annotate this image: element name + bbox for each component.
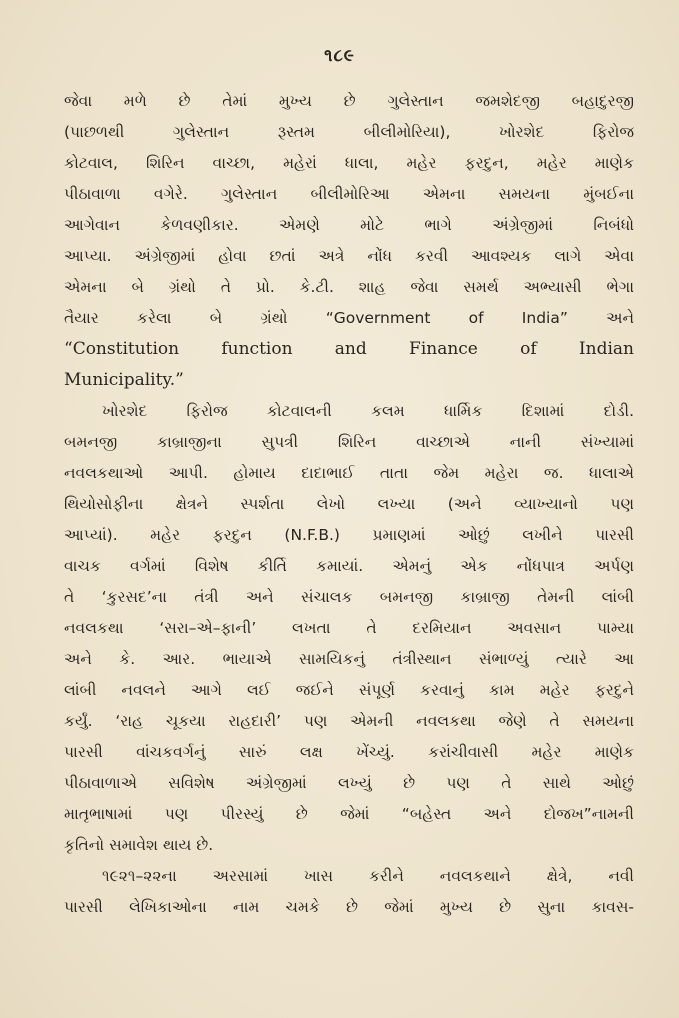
text-line: “Constitution function and Finance of Indian (64, 339, 634, 359)
text-line: નવલકથાઓ આપી. હોમાય દાદાભાઈ તાતા જેમ મહેરા જ. ધાલાએ (64, 464, 634, 482)
text-line: બમનજી કાબ્રાજીના સુપત્રી શિરિન વાચ્છાએ નાની સંખ્યામાં (64, 433, 634, 451)
text-line: તે ‘કુરસદ’ના તંત્રી અને સંચાલક બમનજી કાબ્રાજી તેમની લાંબી (64, 588, 634, 606)
page-number: ૧૮૯ (324, 46, 355, 66)
text-line: આપ્યાં). મહેર ફરદુન (N.F.B.) પ્રમાણમાં ઓછું લખીને પારસી (64, 526, 634, 544)
text-line: કર્યું. ‘રાહ ચૂકયા રાહદારી’ પણ એમની નવલકથા જેણે તે સમયના (64, 712, 634, 730)
text-line: ૧૯૨૧–૨૨ના અરસામાં ખાસ કરીને નવલકથાને ક્ષેત્રે, નવી (102, 867, 634, 885)
text-line: વાચક વર્ગમાં વિશેષ કીર્તિ કમાયાં. એમનું એક નોંધપાત્ર અર્પણ (64, 557, 634, 575)
text-line: પીઠાવાળા વગેરે. ગુલેસ્તાન બીલીમોરિઆ એમના સમયના મુંબઈના (64, 185, 634, 203)
text-line: પારસી લેખિકાઓના નામ ચમકે છે જેમાં મુખ્ય છે સુના કાવસ- (64, 898, 634, 916)
text-line: એમના બે ગ્રંથો તે પ્રો. કે.ટી. શાહ જેવા સમર્થ અભ્યાસી ભેગા (64, 278, 634, 296)
text-line: તૈયાર કરેલા બે ગ્રંથો “Government of India” અને (64, 309, 634, 327)
paragraph-1 (64, 86, 634, 396)
text-line: લાંબી નવલને આગે લઈ જઈને સંપૂર્ણ કરવાનું કામ મહેર ફરદુને (64, 681, 634, 699)
text-line: થિયોસોફીના ક્ષેત્રને સ્પર્શતા લેખો લખ્યા (અને વ્યાખ્યાનો પણ (64, 495, 634, 513)
text-line: માતૃભાષામાં પણ પીરસ્યું છે જેમાં “બહેસ્ત અને દોજખ”નામની (64, 805, 634, 823)
text-line: નવલકથા ‘સરા–એ–ફાની’ લખતા તે દરમિયાન અવસાન પામ્યા (64, 619, 634, 637)
text-line: જેવા મળે છે તેમાં મુખ્ય છે ગુલેસ્તાન જમશેદજી બહાદુરજી (64, 92, 634, 110)
text-line: (પાછળથી ગુલેસ્તાન રૂસ્તમ બીલીમોરિયા), ખોરશેદ ફિરોજ (64, 123, 634, 141)
text-line: આગેવાન કેળવણીકાર. એમણે મોટે ભાગે અંગ્રેજીમાં નિબંધો (64, 216, 634, 234)
text-line: કોટવાલ, શિરિન વાચ્છા, મહેરાં ધાલા, મહેર ફરદુન, મહેર માણેક (64, 154, 634, 172)
text-line: આપ્યા. અંગ્રેજીમાં હોવા છતાં અત્રે નોંધ કરવી આવશ્યક લાગે એવા (64, 247, 634, 265)
text-line: ખોરશેદ ફિરોજ કોટવાલની કલમ ધાર્મિક દિશામાં દોડી. (102, 402, 634, 420)
text-line: કૃતિનો સમાવેશ થાય છે. (64, 836, 214, 854)
text-line: Municipality.” (64, 370, 184, 390)
body-text (64, 86, 634, 923)
text-line: અને કે. આર. ભાયાએ સામયિકનું તંત્રીસ્થાન સંભાળ્યું ત્યારે આ (64, 650, 634, 668)
text-line: પીઠાવાળાએ સવિશેષ અંગ્રેજીમાં લખ્યું છે પણ તે સાથે ઓછું (64, 774, 634, 792)
text-line: પારસી વાંચકવર્ગનું સારું લક્ષ ખેંચ્યું. કરાંચીવાસી મહેર માણેક (64, 743, 634, 761)
paragraph-2 (64, 396, 634, 861)
paragraph-3 (64, 861, 634, 923)
